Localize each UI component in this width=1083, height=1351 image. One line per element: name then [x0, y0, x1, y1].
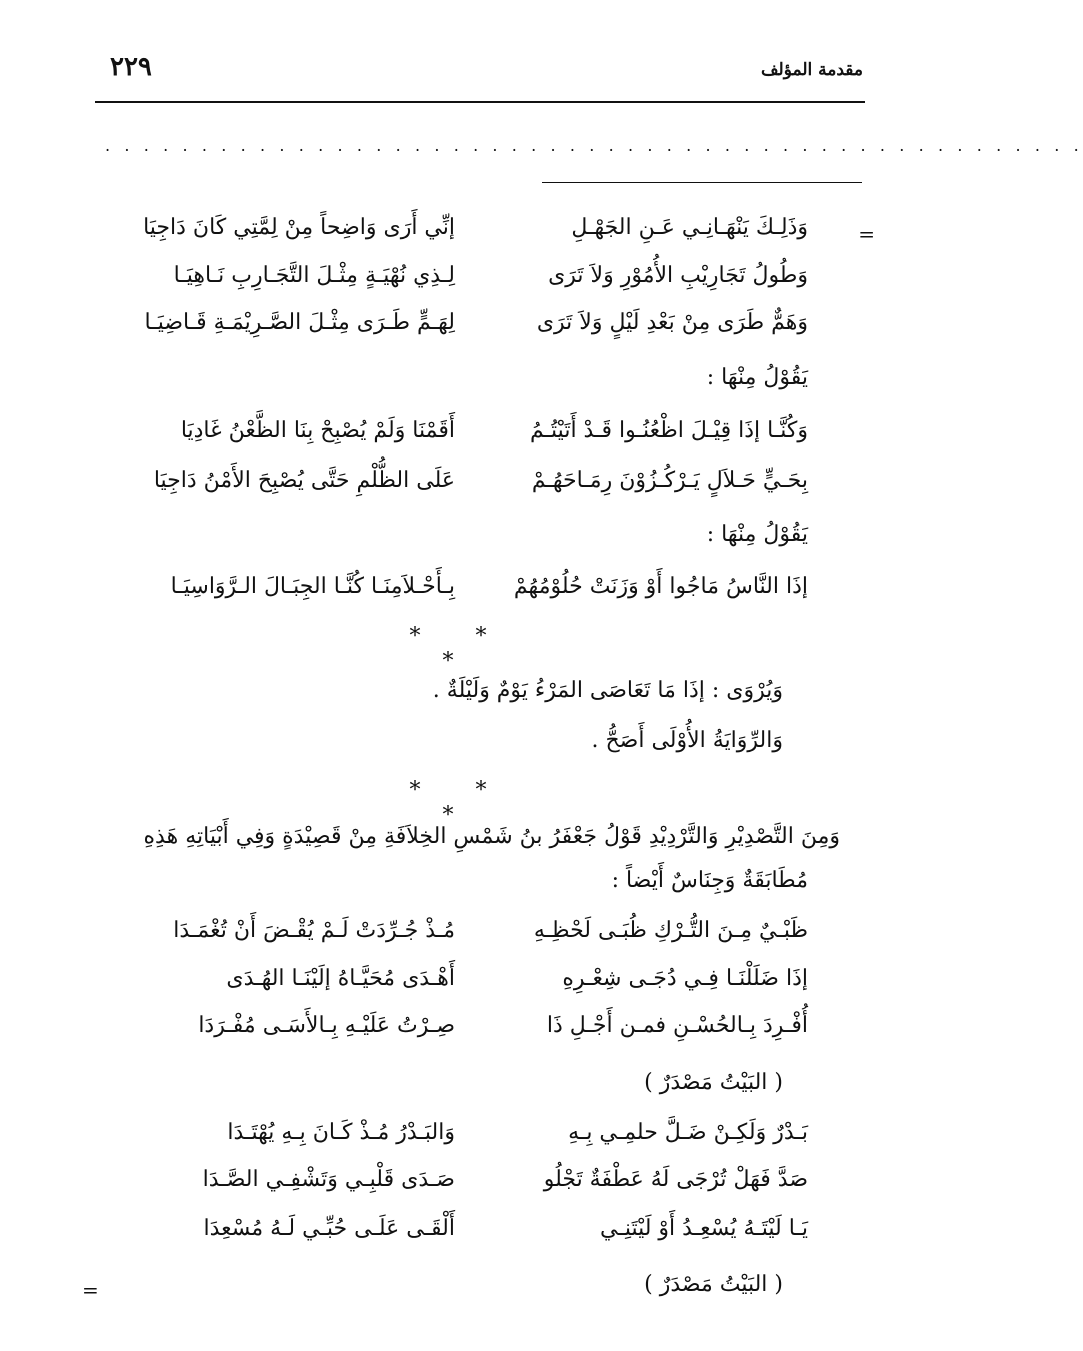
verse-ajuz: أَهْـدَى مُحَيَّـاهُ إلَيْنَـا الهُـدَى: [226, 966, 455, 991]
paragraph-line: مُطَابَقَةٌ وَجِنَاسٌ أَيْضاً :: [611, 868, 808, 893]
verse-ajuz: صَـدَى قَلْبِـي وَتَشْفِـي الصَّـدَا: [202, 1167, 455, 1192]
asterism-separator: * * *: [409, 624, 511, 674]
verse-sadr: صَدَّ فَهَلْ تُرْجَى لَهُ عَطْفَةٌ تَجْلُو: [543, 1167, 808, 1192]
short-rule: [542, 182, 862, 183]
verse-ajuz: لِـذِي نُهْيَـةٍ مِثْـلَ التَّجَـارِبِ نَـاهِيَـا: [173, 263, 455, 288]
header-rule: [95, 101, 865, 103]
verse-sadr: أُفْـرِدَ بِـالحُسْـنِ فمـن أَجْـلِ ذَا: [546, 1013, 808, 1038]
verse-note: ( البَيْتُ مَصْدَرٌ ): [644, 1272, 783, 1297]
verse-ajuz: إنِّي أَرَى وَاضِحاً مِنْ لِمَّتِي كَانَ دَاجِيَا: [143, 215, 455, 240]
running-header-title: مقدمة المؤلف: [760, 60, 863, 80]
verse-ajuz: صِـرْتُ عَلَيْـهِ بِـالأَسَـى مُفْـرَدَا: [198, 1013, 455, 1038]
verse-sadr: يَـا لَيْتَـهُ يُسْعِـدُ أَوْ لَيْتَنِـي: [600, 1216, 808, 1241]
dotted-separator: . . . . . . . . . . . . . . . . . . . . . . . . . . . . . . . . . . . . . . . . . . . . . . . . . . .: [105, 136, 1083, 155]
verse-ajuz: لِهَـمٍّ طَـرَى مِثْـلَ الصَّـرِيْمَـةِ قَـاضِيَـا: [144, 310, 455, 335]
section-intro: يَقُوْلُ مِنْهَا :: [706, 365, 808, 390]
verse-ajuz: عَلَى الظُّلْمِ حَتَّى يُصْبِحَ الأَمْنُ دَاجِيَا: [153, 468, 455, 493]
continuation-marker-top: =: [858, 222, 875, 246]
verse-ajuz: أَلْقَـى عَلَـى حُبِّـي لَـهُ مُسْعِدَا: [203, 1216, 455, 1241]
page-number: ٢٢٩: [110, 52, 152, 82]
verse-note: ( البَيْتُ مَصْدَرٌ ): [644, 1070, 783, 1095]
continuation-marker-bottom: =: [82, 1278, 99, 1302]
paragraph-line: وَمِنَ التَّصْدِيْرِ وَالتَّرْدِيْدِ قَوْلُ جَعْفَرُ بنُ شَمْسِ الخِلاَفَةِ مِنْ قَصِيْدَةٍ وَفِي أَبْيَاتِهِ هَذِهِ: [143, 824, 840, 849]
verse-ajuz: أَقَمْنَا وَلَمْ يُصْبِحْ بِنَا الظَّعْنُ غَادِيَا: [180, 418, 455, 443]
verse-sadr: وَهَمٌّ طَرَى مِنْ بَعْدِ لَيْلٍ وَلاَ تَرَى: [536, 310, 808, 335]
section-intro: يَقُوْلُ مِنْهَا :: [706, 522, 808, 547]
verse-sadr: بِحَـيٍّ حَـلاَلٍ يَـرْكُـزُوْنَ رِمَـاحَهُـمْ: [531, 468, 808, 493]
verse-ajuz: بِـأَحْـلاَمِنَـا كُنَّـا الجِبَـالَ الـرَّوَاسِيَـا: [170, 574, 455, 599]
verse-ajuz: وَالبَـدْرُ مُـذْ كَـانَ بِـهِ يُهْتَـدَا: [227, 1120, 455, 1145]
verse-sadr: إذَا ضَلَلْنَـا فِـي دُجَـى شِعْـرِهِ: [562, 966, 808, 991]
verse-sadr: وَكُنَّـا إذَا قِيْـلَ اظْعُنُـوا قَـدْ أَتَيْتُـمُ: [529, 418, 808, 443]
verse-sadr: وَطُولُ تَجَارِيْبِ الأُمُوْرِ وَلاَ تَرَى: [548, 263, 808, 288]
verse-ajuz: مُـذْ جُـرِّدَتْ لَـمْ يُقْـضَ أَنْ تُغْمَـدَا: [173, 918, 455, 943]
verse-sadr: وَذَلِـكَ يَنْهَـانِـي عَـنِ الجَهْـلِ: [571, 215, 808, 240]
asterism-separator: * * *: [409, 778, 511, 828]
preference-note: وَالرِّوَايَةُ الأُوْلَى أَصَحُّ .: [591, 728, 783, 753]
verse-sadr: إذَا النَّاسُ مَاجُوا أَوْ وَزَنَتْ حُلُوْمُهُمْ: [513, 574, 808, 599]
verse-sadr: بَـدْرٌ وَلَكِـنْ ضَـلَّ حلمِـي بِـهِ: [568, 1120, 808, 1145]
variant-reading: وَيُرْوَى : إذَا مَا تَعَاصَى المَرْءُ يَوْمٌ وَلَيْلَةٌ .: [432, 678, 783, 703]
verse-sadr: ظَبْـيٌ مِـنَ التُّـرْكِ ظُبَـى لَحْظِـهِ: [533, 918, 808, 943]
